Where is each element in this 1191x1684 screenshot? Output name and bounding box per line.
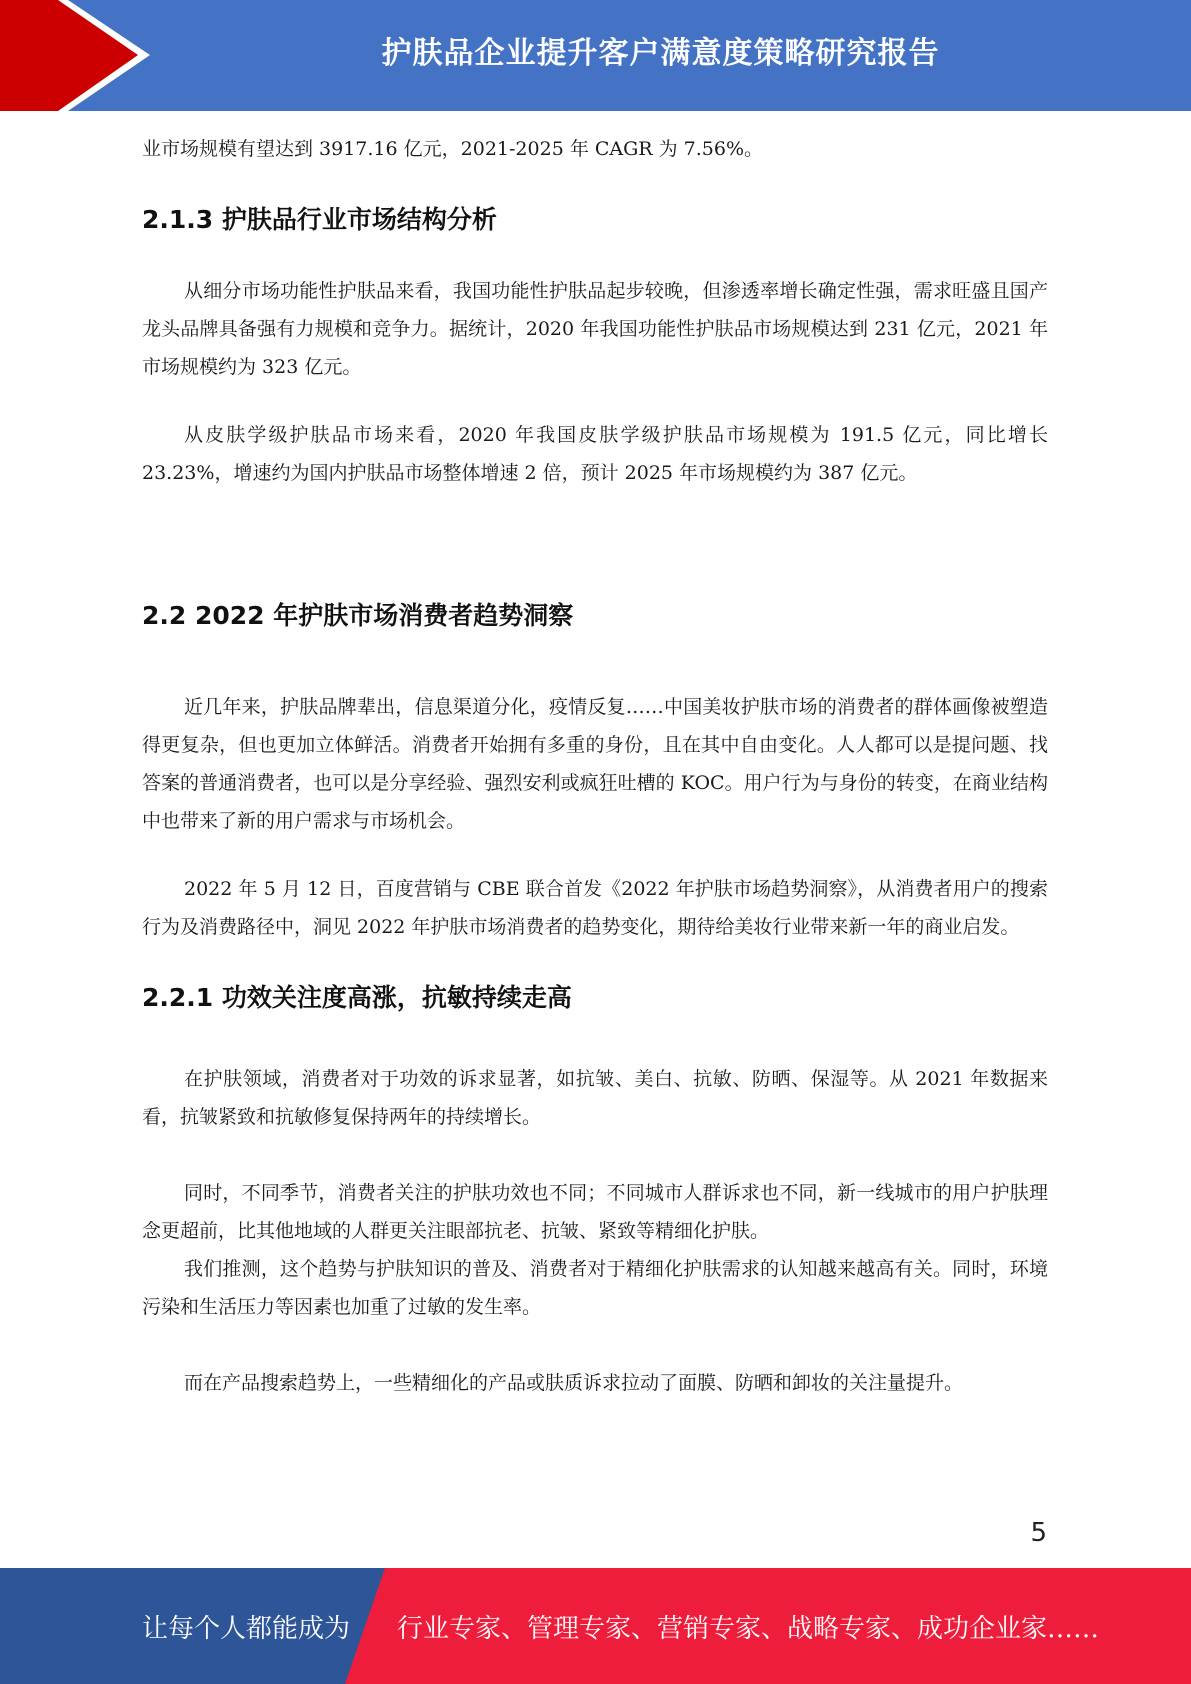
page-number: 5: [1030, 1518, 1047, 1548]
report-title: 护肤品企业提升客户满意度策略研究报告: [381, 36, 940, 71]
paragraph-trend-speculation: 我们推测，这个趋势与护肤知识的普及、消费者对于精细化护肤需求的认知越来越高有关。同时，环境污染和生活压力等因素也加重了过敏的发生率。: [142, 1258, 1048, 1318]
page-header: [0, 0, 1191, 111]
paragraph-functional-skincare: 从细分市场功能性护肤品来看，我国功能性护肤品起步较晚，但渗透率增长确定性强，需求旺盛且国产龙头品牌具备强有力规模和竞争力。据统计，2020 年我国功能性护肤品市场规模达到 231 亿元，2021 年市场规模约为 323 亿元。: [142, 280, 1048, 378]
section-heading-2-1-3: 2.1.3 护肤品行业市场结构分析: [142, 205, 497, 234]
paragraph-consumer-insight: 近几年来，护肤品牌辈出，信息渠道分化，疫情反复……中国美妆护肤市场的消费者的群体画像被塑造得更复杂，但也更加立体鲜活。消费者开始拥有多重的身份，且在其中自由变化。人人都可以是提问题、找答案的普通消费者，也可以是分享经验、强烈安利或疯狂吐槽的 KOC。用户行为与身份的转变，在商业结构中也带来了新的用户需求与市场机会。: [142, 696, 1048, 832]
section-heading-2-2-1: 2.2.1 功效关注度高涨，抗敏持续走高: [142, 983, 572, 1012]
page-footer: [0, 1568, 1191, 1684]
paragraph-dermatological-skincare: 从皮肤学级护肤品市场来看，2020 年我国皮肤学级护肤品市场规模为 191.5 亿元，同比增长 23.23%，增速约为国内护肤品市场整体增速 2 倍，预计 2025 年市场规模约为 387 亿元。: [142, 424, 1048, 484]
footer-slogan-left: 让每个人都能成为: [142, 1613, 351, 1644]
paragraph-baidu-cbe-report: 2022 年 5 月 12 日，百度营销与 CBE 联合首发《2022 年护肤市场趋势洞察》，从消费者用户的搜索行为及消费路径中，洞见 2022 年护肤市场消费者的趋势变化，期待给美妆行业带来新一年的商业启发。: [142, 878, 1048, 938]
paragraph-seasonal-city-differences: 同时，不同季节，消费者关注的护肤功效也不同；不同城市人群诉求也不同，新一线城市的用户护肤理念更超前，比其他地域的人群更关注眼部抗老、抗皱、紧致等精细化护肤。: [142, 1182, 1048, 1242]
paragraph-intro: 业市场规模有望达到 3917.16 亿元，2021-2025 年 CAGR 为 7.56%。: [142, 138, 764, 160]
footer-slogan-right: 行业专家、管理专家、营销专家、战略专家、成功企业家……: [397, 1613, 1100, 1644]
section-heading-2-2: 2.2 2022 年护肤市场消费者趋势洞察: [142, 601, 574, 630]
paragraph-efficacy-demand: 在护肤领域，消费者对于功效的诉求显著，如抗皱、美白、抗敏、防晒、保湿等。从 2021 年数据来看，抗皱紧致和抗敏修复保持两年的持续增长。: [142, 1068, 1048, 1128]
paragraph-product-search-trend: 而在产品搜索趋势上，一些精细化的产品或肤质诉求拉动了面膜、防晒和卸妆的关注量提升。: [184, 1372, 964, 1394]
chevron-arrow-icon: [0, 0, 150, 111]
page-body: [142, 130, 1048, 1402]
